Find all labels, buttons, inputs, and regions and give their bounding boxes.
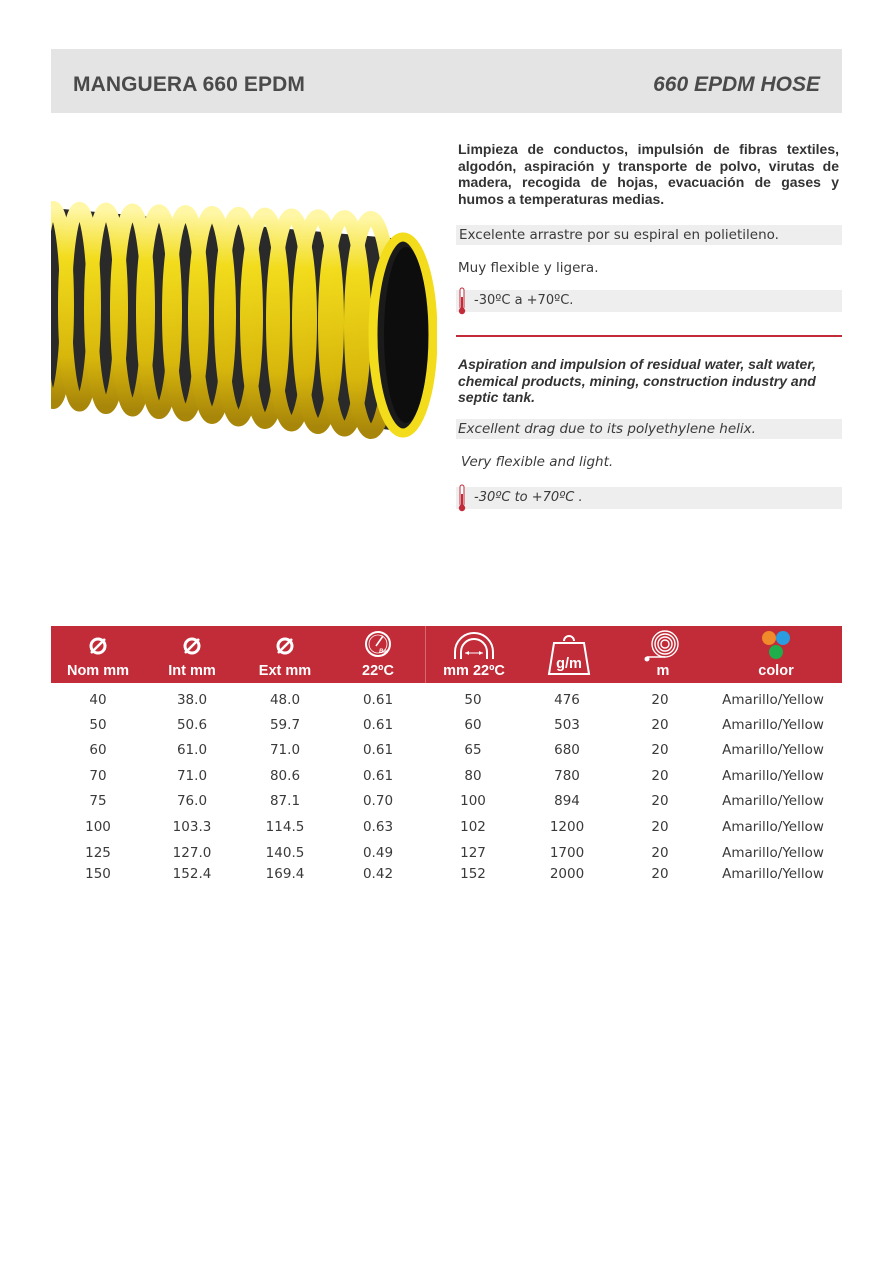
table-header: [51, 626, 842, 683]
table-cell: 60: [89, 742, 107, 758]
section-divider: [456, 335, 842, 337]
table-cell: Amarillo/Yellow: [722, 742, 824, 758]
feature-english-flexible: Very flexible and light.: [461, 454, 614, 470]
title-bar: [51, 49, 842, 113]
table-cell: 0.49: [362, 845, 394, 861]
description-english: Aspiration and impulsion of residual water, salt water, chemical products, mining, construction industry and septic tank.: [458, 356, 816, 405]
table-cell: 127: [460, 845, 486, 861]
diameter-icon: [87, 635, 109, 657]
table-cell: 680: [554, 742, 580, 758]
table-cell: 71.0: [269, 742, 301, 758]
feature-spanish-temperature: -30ºC a +70ºC.: [456, 290, 842, 312]
column-header-internal: Int mm: [145, 626, 239, 683]
column-header-weight: g/m: [522, 626, 616, 683]
table-cell: 0.61: [362, 742, 394, 758]
table-row: [51, 766, 842, 786]
table-cell: 127.0: [172, 845, 212, 861]
table-row: [51, 864, 842, 884]
product-image: [51, 190, 437, 440]
table-cell: 20: [651, 692, 669, 708]
feature-spanish-flexible: Muy flexible y ligera.: [458, 260, 599, 276]
title-english: 660 EPDM HOSE: [653, 73, 820, 96]
table-cell: 20: [651, 793, 669, 809]
table-cell: 152.4: [172, 866, 212, 882]
coil-length-icon: [643, 629, 683, 665]
table-cell: 76.0: [176, 793, 208, 809]
table-cell: Amarillo/Yellow: [722, 866, 824, 882]
table-cell: 80.6: [269, 768, 301, 784]
feature-english-temperature: -30ºC to +70ºC .: [456, 487, 842, 509]
column-header-external: Ext mm: [239, 626, 331, 683]
feature-english-drag: Excellent drag due to its polyethylene helix.: [456, 419, 842, 439]
table-cell: 65: [464, 742, 482, 758]
table-cell: 102: [460, 819, 486, 835]
table-cell: Amarillo/Yellow: [722, 717, 824, 733]
table-cell: 20: [651, 845, 669, 861]
table-row: [51, 843, 842, 863]
table-cell: Amarillo/Yellow: [722, 819, 824, 835]
table-cell: 1200: [549, 819, 585, 835]
table-cell: 125: [85, 845, 111, 861]
table-cell: 50: [89, 717, 107, 733]
table-cell: 50: [464, 692, 482, 708]
table-cell: Amarillo/Yellow: [722, 768, 824, 784]
table-cell: 169.4: [265, 866, 305, 882]
table-cell: Amarillo/Yellow: [722, 845, 824, 861]
table-cell: 60: [464, 717, 482, 733]
table-row: [51, 715, 842, 735]
table-cell: 114.5: [265, 819, 305, 835]
color-dots-icon: [758, 629, 794, 661]
table-cell: 80: [464, 768, 482, 784]
table-cell: 48.0: [269, 692, 301, 708]
table-cell: 50.6: [176, 717, 208, 733]
table-cell: 152: [460, 866, 486, 882]
table-cell: 20: [651, 717, 669, 733]
thermometer-icon: [457, 484, 467, 512]
table-cell: Amarillo/Yellow: [722, 793, 824, 809]
table-row: [51, 690, 842, 710]
table-cell: 780: [554, 768, 580, 784]
column-header-nominal: Nom mm: [51, 626, 145, 683]
table-row: [51, 791, 842, 811]
table-cell: 100: [460, 793, 486, 809]
table-cell: 20: [651, 742, 669, 758]
table-cell: 150: [85, 866, 111, 882]
column-header-bend-radius: mm 22ºC: [426, 626, 522, 683]
column-header-pressure: Bar 22ºC: [331, 626, 425, 683]
table-cell: 140.5: [265, 845, 305, 861]
diameter-icon: [274, 635, 296, 657]
table-cell: 87.1: [269, 793, 301, 809]
thermometer-icon: [457, 287, 467, 315]
table-cell: 20: [651, 819, 669, 835]
table-cell: 476: [554, 692, 580, 708]
table-cell: 2000: [549, 866, 585, 882]
table-cell: 75: [89, 793, 107, 809]
table-cell: 0.61: [362, 717, 394, 733]
table-cell: 20: [651, 768, 669, 784]
title-spanish: MANGUERA 660 EPDM: [73, 73, 305, 96]
table-cell: 20: [651, 866, 669, 882]
table-cell: 59.7: [269, 717, 301, 733]
table-cell: 0.42: [362, 866, 394, 882]
column-header-length: m: [616, 626, 710, 683]
table-cell: 71.0: [176, 768, 208, 784]
table-cell: 103.3: [172, 819, 212, 835]
table-cell: 0.70: [362, 793, 394, 809]
pressure-gauge-icon: [363, 629, 393, 659]
table-cell: 100: [85, 819, 111, 835]
table-cell: 503: [554, 717, 580, 733]
bend-radius-icon: [449, 630, 499, 660]
table-cell: 0.61: [362, 692, 394, 708]
table-cell: 40: [89, 692, 107, 708]
table-cell: 61.0: [176, 742, 208, 758]
corrugated-hose-icon: [51, 190, 437, 440]
table-cell: 0.63: [362, 819, 394, 835]
table-cell: 1700: [549, 845, 585, 861]
diameter-icon: [181, 635, 203, 657]
feature-spanish-drag: Excelente arrastre por su espiral en polietileno.: [456, 225, 842, 245]
table-cell: 894: [554, 793, 580, 809]
table-row: [51, 740, 842, 760]
table-cell: 70: [89, 768, 107, 784]
description-spanish: Limpieza de conductos, impulsión de fibras textiles, algodón, aspiración y transporte de polvo, virutas de madera, recogida de hojas, evacuación de gases y humos a temperaturas medias.: [458, 141, 839, 207]
table-cell: 38.0: [176, 692, 208, 708]
column-header-color: color: [710, 626, 842, 683]
svg-text:Bar: Bar: [379, 649, 390, 655]
table-row: [51, 817, 842, 837]
table-cell: Amarillo/Yellow: [722, 692, 824, 708]
table-cell: 0.61: [362, 768, 394, 784]
